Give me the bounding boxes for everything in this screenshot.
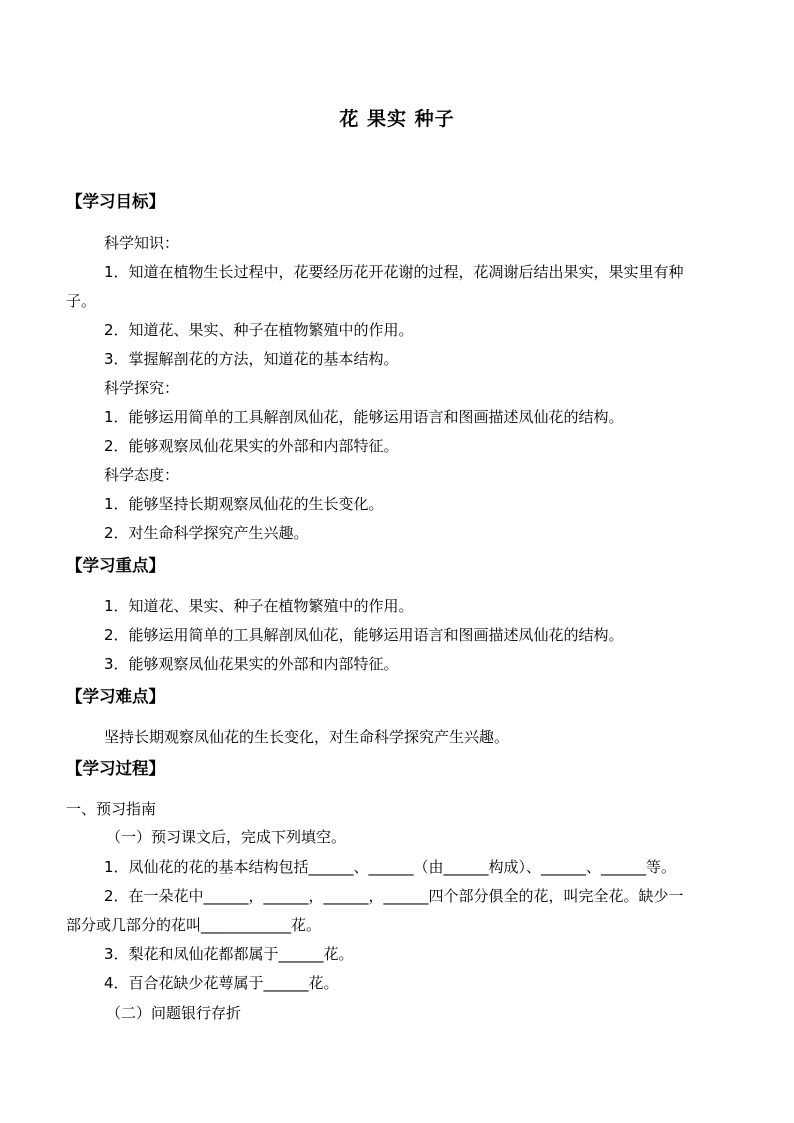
preview-guide-title: 一、预习指南 xyxy=(66,800,157,818)
preview-subsection-2: （二）问题银行存折 xyxy=(106,1004,242,1022)
knowledge-item-2: 2．知道花、果实、种子在植物繁殖中的作用。 xyxy=(104,321,414,339)
knowledge-item-1-line-2: 子。 xyxy=(66,292,97,310)
fill-blank-question-2-line-2: 部分或几部分的花叫____________花。 xyxy=(66,916,322,934)
fill-blank-question-4: 4．百合花缺少花萼属于______花。 xyxy=(104,974,339,992)
goals-heading: 【学习目标】 xyxy=(66,192,165,211)
page-title: 花 果实 种子 xyxy=(339,108,455,130)
key-points-heading: 【学习重点】 xyxy=(66,556,165,575)
fill-blank-question-2-line-1: 2．在一朵花中______，______，______，______四个部分俱全的花，叫完全花。缺少一 xyxy=(104,887,684,905)
process-heading: 【学习过程】 xyxy=(66,759,165,778)
difficulty-1: 坚持长期观察凤仙花的生长变化，对生命科学探究产生兴趣。 xyxy=(104,728,510,746)
fill-blank-question-1: 1．凤仙花的花的基本结构包括______、______（由______构成）、______、______等。 xyxy=(104,858,677,876)
knowledge-label: 科学知识： xyxy=(104,234,180,252)
knowledge-item-3: 3．掌握解剖花的方法，知道花的基本结构。 xyxy=(104,350,399,368)
attitude-label: 科学态度： xyxy=(104,466,180,484)
inquiry-item-2: 2．能够观察凤仙花果实的外部和内部特征。 xyxy=(104,437,399,455)
attitude-item-2: 2．对生命科学探究产生兴趣。 xyxy=(104,524,309,542)
key-point-1: 1．知道花、果实、种子在植物繁殖中的作用。 xyxy=(104,597,414,615)
knowledge-item-1-line-1: 1．知道在植物生长过程中，花要经历花开花谢的过程，花凋谢后结出果实，果实里有种 xyxy=(104,263,684,281)
preview-subsection-1: （一）预习课文后，完成下列填空。 xyxy=(106,828,347,846)
key-point-3: 3．能够观察凤仙花果实的外部和内部特征。 xyxy=(104,655,399,673)
attitude-item-1: 1．能够坚持长期观察凤仙花的生长变化。 xyxy=(104,495,384,513)
inquiry-item-1: 1．能够运用简单的工具解剖凤仙花，能够运用语言和图画描述凤仙花的结构。 xyxy=(104,408,624,426)
difficulties-heading: 【学习难点】 xyxy=(66,687,165,706)
key-point-2: 2．能够运用简单的工具解剖凤仙花，能够运用语言和图画描述凤仙花的结构。 xyxy=(104,626,624,644)
inquiry-label: 科学探究： xyxy=(104,379,180,397)
fill-blank-question-3: 3．梨花和凤仙花都都属于______花。 xyxy=(104,945,354,963)
